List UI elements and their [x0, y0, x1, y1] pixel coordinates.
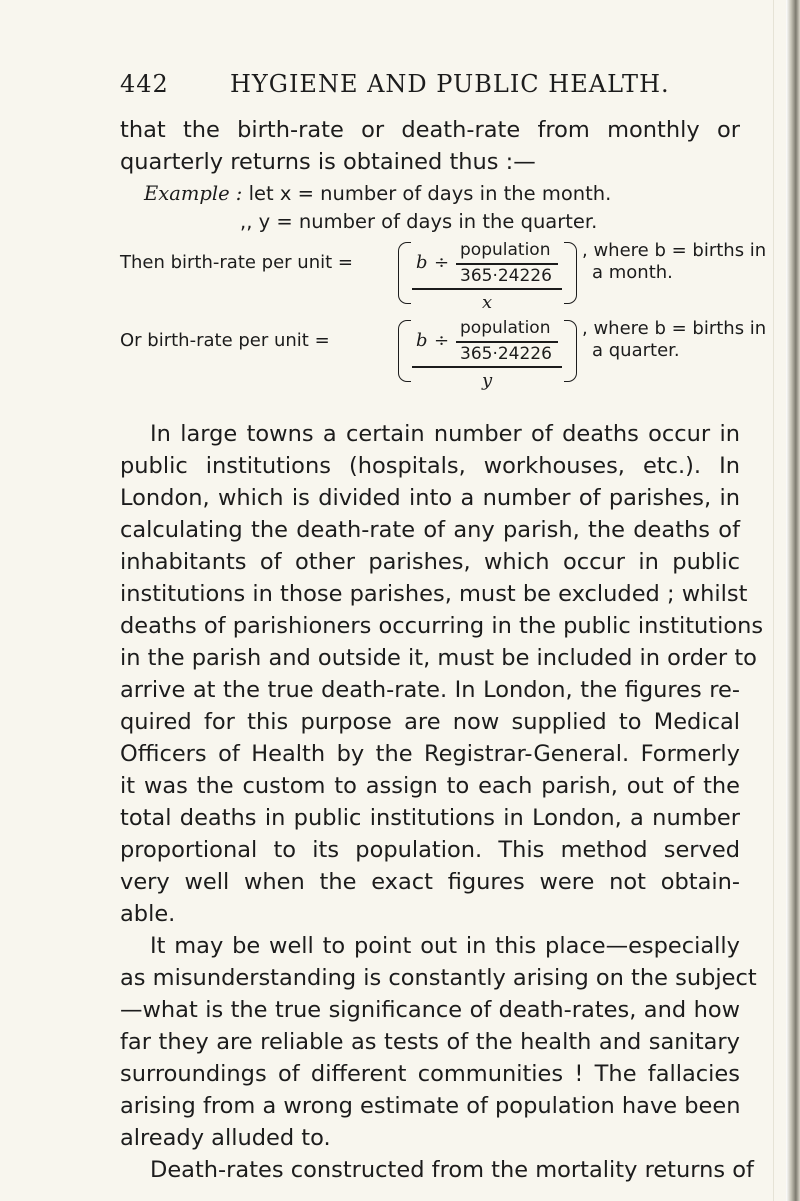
text-line: very well when the exact figures were not obtain-: [120, 869, 740, 895]
left-brace: [398, 320, 411, 382]
page-edge: [786, 0, 800, 1201]
text-line: able.: [120, 901, 176, 927]
running-header: [120, 70, 740, 104]
text-line: In large towns a certain number of deaths occur in: [150, 421, 740, 447]
body-text: [120, 418, 764, 1186]
fraction-denominator: 365·24226: [460, 266, 552, 286]
formula-note: [582, 240, 766, 284]
example-block: [144, 180, 611, 236]
text-line: arrive at the true death-rate. In London, the figures re-: [120, 677, 740, 703]
divide-sign: ÷: [434, 252, 450, 273]
text-line: already alluded to.: [120, 1125, 331, 1151]
example-definition-x: let x = number of days in the month.: [248, 182, 612, 205]
fraction-numerator: population: [460, 318, 551, 338]
fraction-bar: [456, 263, 558, 265]
fraction-denominator: 365·24226: [460, 344, 552, 364]
text-line: arising from a wrong estimate of population have been: [120, 1093, 741, 1119]
text-line: Officers of Health by the Registrar-General. Formerly: [120, 741, 740, 767]
right-brace: [564, 320, 577, 382]
births-variable: b: [416, 330, 428, 351]
text-line: institutions in those parishes, must be excluded ; whilst: [120, 581, 748, 607]
text-line: London, which is divided into a number of parishes, in: [120, 485, 740, 511]
running-title: HYGIENE AND PUBLIC HEALTH.: [230, 70, 670, 98]
births-variable: b: [416, 252, 428, 273]
left-brace: [398, 242, 411, 304]
right-brace: [564, 242, 577, 304]
example-line: [144, 180, 611, 208]
formula-monthly: [120, 240, 767, 324]
text-line: quarterly returns is obtained thus :—: [120, 149, 536, 175]
note-line: a month.: [592, 262, 673, 283]
text-line: public institutions (hospitals, workhouses, etc.). In: [120, 453, 740, 479]
text-line: as misunderstanding is constantly arising on the subject: [120, 965, 757, 991]
formula-label: Or birth-rate per unit =: [120, 330, 330, 351]
fraction-bar: [456, 341, 558, 343]
divide-sign: ÷: [434, 330, 450, 351]
example-label: Example :: [144, 182, 243, 205]
text-line: surroundings of different communities ! The fallacies: [120, 1061, 740, 1087]
fraction-numerator: population: [460, 240, 551, 260]
page-edge-line: [773, 0, 774, 1201]
note-line: a quarter.: [592, 340, 680, 361]
text-line: inhabitants of other parishes, which occur in public: [120, 549, 740, 575]
page-number: 442: [120, 70, 169, 98]
text-line: far they are reliable as tests of the health and sanitary: [120, 1029, 740, 1055]
outer-denominator: y: [482, 370, 493, 391]
text-line: it was the custom to assign to each parish, out of the: [120, 773, 740, 799]
outer-denominator: x: [482, 292, 493, 313]
text-line: deaths of parishioners occurring in the public institutions: [120, 613, 764, 639]
example-definition-y: ,, y = number of days in the quarter.: [240, 210, 598, 233]
text-line: quired for this purpose are now supplied to Medical: [120, 709, 740, 735]
outer-fraction-bar: [412, 366, 562, 368]
text-line: —what is the true significance of death-rates, and how: [120, 997, 740, 1023]
formula-quarterly: [120, 318, 767, 402]
note-line: , where b = births in: [582, 240, 767, 261]
text-line: It may be well to point out in this place—especially: [150, 933, 740, 959]
intro-paragraph: [120, 114, 740, 178]
note-line: , where b = births in: [582, 318, 767, 339]
formula-note: [582, 318, 766, 362]
outer-fraction-bar: [412, 288, 562, 290]
text-line: Death-rates constructed from the mortality returns of: [150, 1157, 754, 1183]
text-line: calculating the death-rate of any parish, the deaths of: [120, 517, 740, 543]
text-line: proportional to its population. This method served: [120, 837, 740, 863]
formula-label: Then birth-rate per unit =: [120, 252, 353, 273]
text-line: that the birth-rate or death-rate from monthly or: [120, 117, 740, 143]
text-line: in the parish and outside it, must be included in order to: [120, 645, 757, 671]
text-line: total deaths in public institutions in London, a number: [120, 805, 740, 831]
